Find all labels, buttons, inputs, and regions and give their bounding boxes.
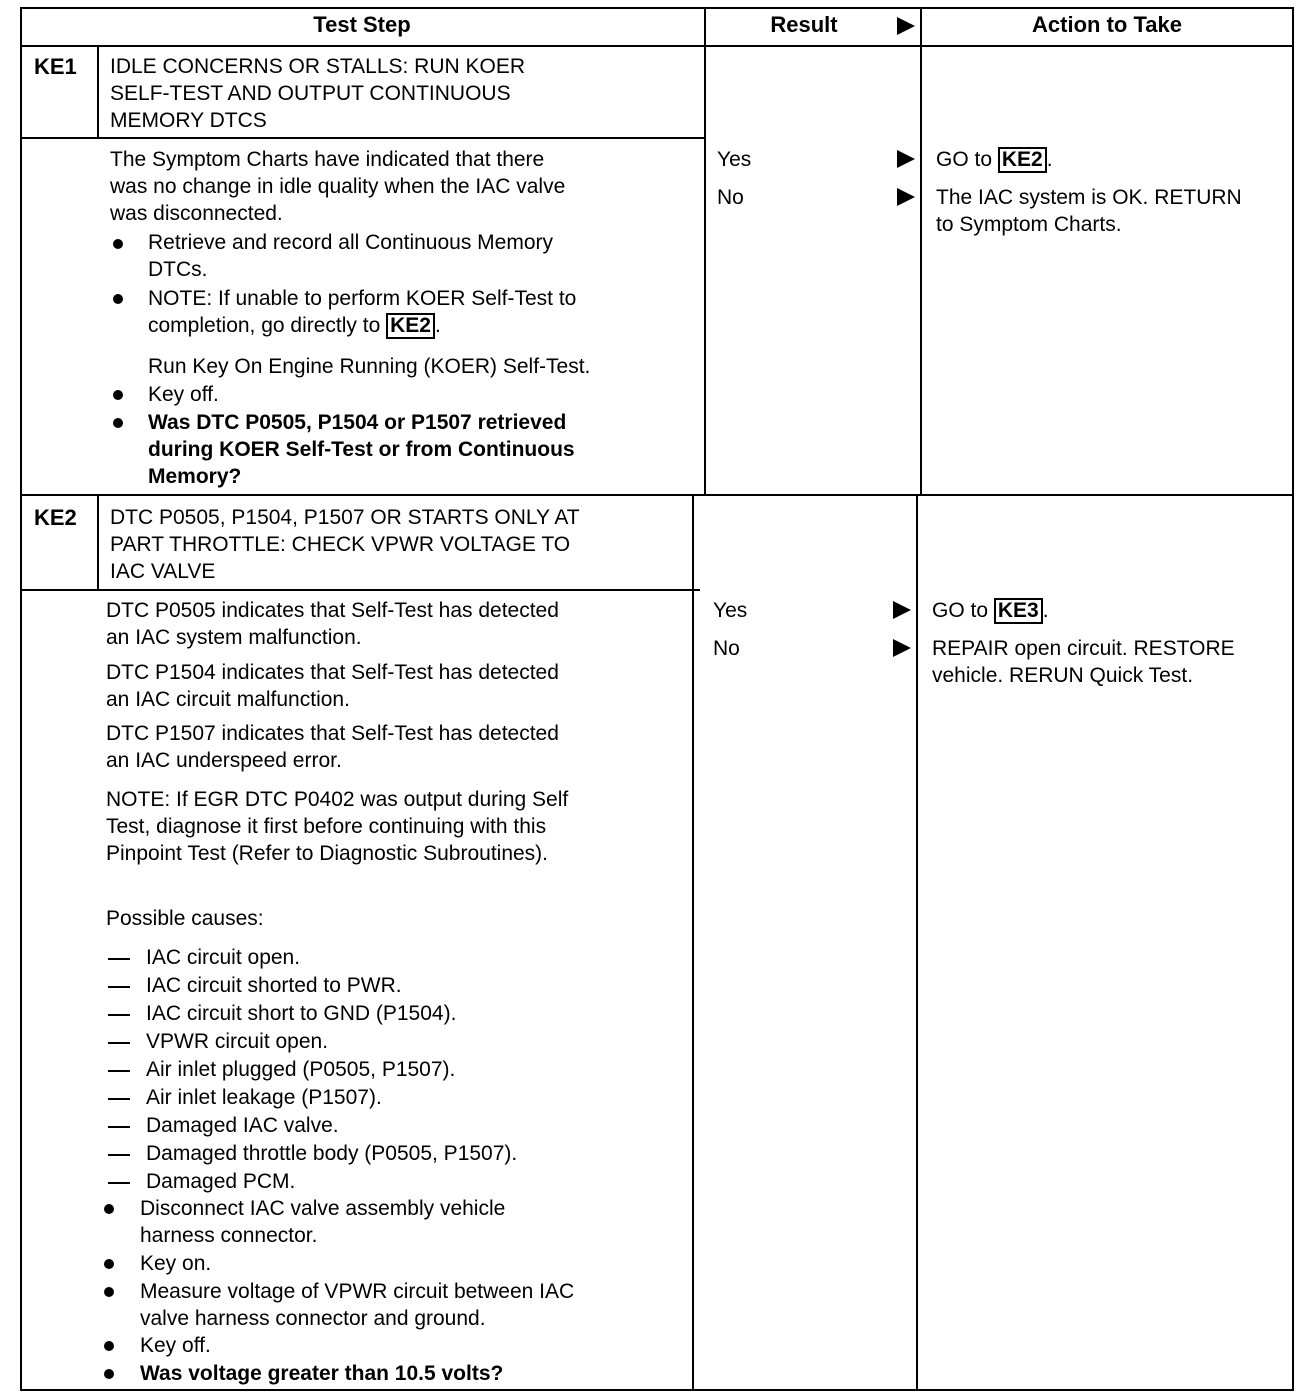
ke1-intro-line: The Symptom Charts have indicated that there bbox=[110, 148, 545, 171]
bullet-icon bbox=[113, 294, 123, 304]
ke3-goto-link[interactable]: KE3 bbox=[994, 598, 1043, 624]
bullet-icon bbox=[104, 1204, 114, 1214]
step-result-divider-upper bbox=[704, 7, 706, 496]
ke2-note-line: Test, diagnose it first before continuing with this bbox=[106, 815, 547, 838]
cause-item: VPWR circuit open. bbox=[146, 1030, 329, 1053]
ke1-note-line bbox=[148, 312, 441, 340]
ke2-key-on: Key on. bbox=[140, 1252, 212, 1275]
ke1-id-divider bbox=[97, 45, 99, 139]
ke1-no-arrow-icon bbox=[897, 188, 915, 206]
header-bottom-border bbox=[20, 45, 1294, 47]
ke2-p0505-line: an IAC system malfunction. bbox=[106, 626, 362, 649]
ke1-note-line: NOTE: If unable to perform KOER Self-Test to bbox=[148, 287, 577, 310]
ke2-title-line: DTC P0505, P1504, P1507 OR STARTS ONLY AT bbox=[110, 506, 580, 529]
step-result-divider-lower bbox=[692, 494, 694, 1391]
table-right-border bbox=[1292, 7, 1294, 1391]
ke2-title-bottom-border bbox=[20, 589, 700, 591]
ke1-note-suffix: . bbox=[434, 314, 441, 337]
ke2-result-yes: Yes bbox=[713, 599, 748, 622]
ke1-result-no: No bbox=[717, 186, 744, 209]
header-action: Action to Take bbox=[1032, 12, 1182, 37]
bullet-icon bbox=[104, 1369, 114, 1379]
ke1-action-yes-suffix: . bbox=[1046, 148, 1053, 171]
dash-icon bbox=[108, 1070, 130, 1072]
ke2-step-text: valve harness connector and ground. bbox=[140, 1307, 486, 1330]
ke2-result-no: No bbox=[713, 637, 740, 660]
ke2-action-yes-suffix: . bbox=[1042, 599, 1049, 622]
dash-icon bbox=[108, 958, 130, 960]
table-top-border bbox=[20, 7, 1294, 9]
ke2-yes-arrow-icon bbox=[893, 601, 911, 619]
bullet-icon bbox=[104, 1341, 114, 1351]
ke2-p1507-line: an IAC underspeed error. bbox=[106, 749, 342, 772]
ke1-result-yes: Yes bbox=[717, 148, 752, 171]
cause-item: Air inlet plugged (P0505, P1507). bbox=[146, 1058, 456, 1081]
cause-item: Damaged PCM. bbox=[146, 1170, 296, 1193]
ke2-action-no-line: REPAIR open circuit. RESTORE bbox=[932, 637, 1235, 660]
cause-item: IAC circuit open. bbox=[146, 946, 301, 969]
ke1-ke2-separator bbox=[20, 494, 1294, 496]
ke1-title-line: IDLE CONCERNS OR STALLS: RUN KOER bbox=[110, 55, 526, 78]
ke2-p1504-line: DTC P1504 indicates that Self-Test has detected bbox=[106, 661, 559, 684]
ke1-action-yes-text: GO to bbox=[936, 148, 998, 171]
ke1-action-yes bbox=[936, 146, 1053, 174]
bullet-icon bbox=[113, 418, 123, 428]
ke1-intro-line: was disconnected. bbox=[110, 202, 283, 225]
dash-icon bbox=[108, 986, 130, 988]
cause-item: Damaged throttle body (P0505, P1507). bbox=[146, 1142, 518, 1165]
ke2-causes-label: Possible causes: bbox=[106, 907, 264, 930]
cause-item: Damaged IAC valve. bbox=[146, 1114, 339, 1137]
dash-icon bbox=[108, 1042, 130, 1044]
bullet-icon bbox=[113, 390, 123, 400]
ke2-no-arrow-icon bbox=[893, 639, 911, 657]
header-result: Result bbox=[770, 12, 838, 37]
bullet-icon bbox=[104, 1287, 114, 1297]
ke1-key-off: Key off. bbox=[148, 383, 219, 406]
result-action-divider-upper bbox=[920, 7, 922, 496]
ke2-p0505-line: DTC P0505 indicates that Self-Test has detected bbox=[106, 599, 559, 622]
ke2-p1504-line: an IAC circuit malfunction. bbox=[106, 688, 350, 711]
ke1-question-line: during KOER Self-Test or from Continuous bbox=[148, 438, 575, 461]
ke1-action-no-line: to Symptom Charts. bbox=[936, 213, 1122, 236]
bullet-icon bbox=[104, 1259, 114, 1269]
ke2-note-line: NOTE: If EGR DTC P0402 was output during Self bbox=[106, 788, 569, 811]
table-bottom-border bbox=[20, 1389, 1294, 1391]
table-left-border bbox=[20, 7, 22, 1391]
ke2-step-text: Measure voltage of VPWR circuit between IAC bbox=[140, 1280, 575, 1303]
ke2-title-line: PART THROTTLE: CHECK VPWR VOLTAGE TO bbox=[110, 533, 571, 556]
ke2-key-off: Key off. bbox=[140, 1334, 211, 1357]
ke2-step-text: Disconnect IAC valve assembly vehicle bbox=[140, 1197, 506, 1220]
cause-item: IAC circuit shorted to PWR. bbox=[146, 974, 402, 997]
dash-icon bbox=[108, 1154, 130, 1156]
ke1-intro-line: was no change in idle quality when the IAC valve bbox=[110, 175, 566, 198]
ke1-question-line: Was DTC P0505, P1504 or P1507 retrieved bbox=[148, 411, 567, 434]
header-test-step: Test Step bbox=[313, 12, 411, 37]
ke1-bullet-text: Retrieve and record all Continuous Memory bbox=[148, 231, 554, 254]
ke1-yes-arrow-icon bbox=[897, 150, 915, 168]
dash-icon bbox=[108, 1126, 130, 1128]
cause-item: Air inlet leakage (P1507). bbox=[146, 1086, 382, 1109]
ke2-action-yes-text: GO to bbox=[932, 599, 994, 622]
result-action-divider-lower bbox=[916, 494, 918, 1391]
ke1-question-line: Memory? bbox=[148, 465, 242, 488]
ke1-title-bottom-border bbox=[20, 137, 706, 139]
ke1-action-no-line: The IAC system is OK. RETURN bbox=[936, 186, 1242, 209]
ke1-step-id: KE1 bbox=[34, 54, 77, 79]
header-arrow-icon bbox=[897, 17, 915, 35]
ke1-note-text: completion, go directly to bbox=[148, 314, 387, 337]
ke1-title-line: MEMORY DTCS bbox=[110, 109, 267, 132]
ke2-title-line: IAC VALVE bbox=[110, 560, 216, 583]
ke2-note-line: Pinpoint Test (Refer to Diagnostic Subroutines). bbox=[106, 842, 549, 865]
ke2-id-divider bbox=[97, 494, 99, 591]
dash-icon bbox=[108, 1182, 130, 1184]
ke1-bullet-text: DTCs. bbox=[148, 258, 208, 281]
ke2-action-yes bbox=[932, 597, 1049, 625]
bullet-icon bbox=[113, 239, 123, 249]
ke2-question: Was voltage greater than 10.5 volts? bbox=[140, 1362, 504, 1385]
dash-icon bbox=[108, 1014, 130, 1016]
dash-icon bbox=[108, 1098, 130, 1100]
ke2-p1507-line: DTC P1507 indicates that Self-Test has detected bbox=[106, 722, 559, 745]
cause-item: IAC circuit short to GND (P1504). bbox=[146, 1002, 457, 1025]
ke1-run-line: Run Key On Engine Running (KOER) Self-Test. bbox=[148, 355, 591, 378]
ke1-title-line: SELF-TEST AND OUTPUT CONTINUOUS bbox=[110, 82, 511, 105]
ke2-reference-link[interactable]: KE2 bbox=[386, 313, 435, 339]
ke2-goto-link[interactable]: KE2 bbox=[998, 147, 1047, 173]
ke2-step-text: harness connector. bbox=[140, 1224, 318, 1247]
ke2-action-no-line: vehicle. RERUN Quick Test. bbox=[932, 664, 1194, 687]
ke2-step-id: KE2 bbox=[34, 505, 77, 530]
